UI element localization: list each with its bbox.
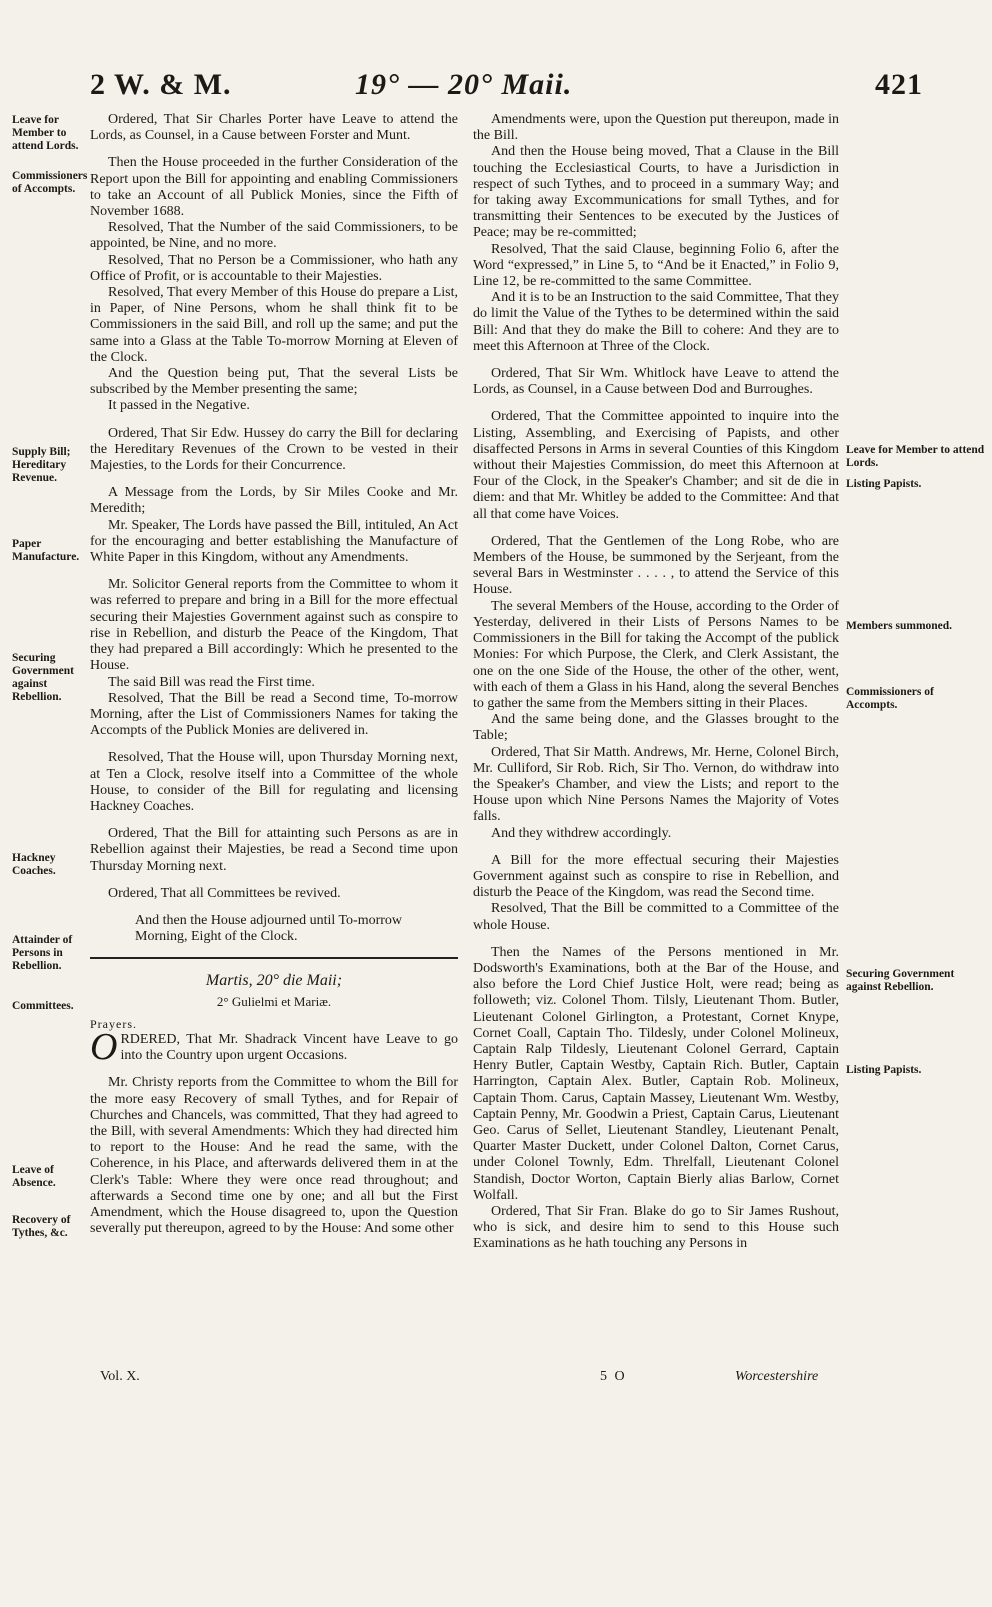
paragraph: Resolved, That the Bill be read a Second time, To-morrow Morning, after the List of Commissioners Names for taking the Accompts of the Publick Monies are delivered in.: [90, 690, 458, 739]
margin-note: Commissioners of Accompts.: [846, 686, 934, 711]
page-header: [0, 68, 992, 112]
volume-marker: Vol. X.: [100, 1369, 140, 1384]
paragraph: Ordered, That the Bill for attainting such Persons as are in Rebellion against their Majesties, be read a Second time upon Thursday Morning next.: [90, 826, 458, 874]
regnal-year: 2 W. & M.: [90, 68, 232, 101]
right-column: [473, 112, 839, 1253]
paragraph: Resolved, That the House will, upon Thursday Morning next, at Ten a Clock, resolve itself into a Committee of the whole House, to consider of the Bill for regulating and licensing Hackney Coaches.: [90, 750, 458, 814]
paragraph: [90, 1025, 458, 1068]
paragraph: Ordered, That the Gentlemen of the Long Robe, who are Members of the House, be summoned by the Serjeant, from the several Bars in Westminster . . . . , to attend the Service of this House.: [473, 533, 839, 598]
margin-note: Committees.: [12, 1000, 74, 1012]
dateline: Martis, 20° die Maii;: [205, 972, 343, 990]
drop-cap: O: [90, 1025, 118, 1068]
margin-note: Listing Papists.: [846, 1064, 922, 1076]
paragraph: It passed in the Negative.: [108, 398, 250, 414]
margin-note: Hackney Coaches.: [12, 852, 56, 877]
paragraph: Then the Names of the Persons mentioned in Mr. Dodsworth's Examinations, both at the Bar of the House, and also before the Lord Chief Justice Holt, were read; being as followeth; viz. Colonel Thom. Tilsly, Lieutenant Thom. Butler, Lieutenant Colonel Girlington, a Protestant, Cornet Knype, Cornet Coall, Captain Tho. Tildesly, under Colonel Molineux, Captain Ralp Tildesly, Lieutenant Colonel Gerrard, Captain Henry Butler, Captain Westby, Captain Rich. Butler, Captain Harrington, Captain Alex. Butler, Captain Rob. Molineux, Captain Thom. Carus, Captain Massey, Lieutenant Wm. Westby, Captain Penny, Mr. Goodwin a Priest, Captain Carus, Lieutenant Geo. Carus of Sellet, Lieutenant Standley, Lieutenant Penalt, Quarter Master Duckett, under Colonel Dalton, Cornet Carus, under Colonel Townly, Edm. Threlfall, Lieutenant Colonel Standish, Doctor Worton, Captain Bierly alias Barlow, Cornet Wolfall.: [473, 944, 839, 1203]
paragraph: The several Members of the House, according to the Order of Yesterday, delivered in their Lists of Persons Names to be Commissioners in the Bill for taking the Accompt of the publick Monies: For which Purpose, the Clerk, and Clerk Assistant, the one on the one Side of the House, the other of the other, went, with each of them a Glass in his Hand, along the several Benches to gather the same from the Members sitting in their Places.: [473, 598, 839, 711]
paragraph: Resolved, That the Bill be committed to a Committee of the whole House.: [473, 901, 839, 933]
paragraph: Resolved, That the said Clause, beginning Folio 6, after the Word “expressed,” in Line 5, to “And be it Enacted,” in Folio 9, Line 12, be re-committed to the same Committee.: [473, 241, 839, 290]
paragraph: And the same being done, and the Glasses brought to the Table;: [473, 712, 839, 744]
regnal-line: 2° Gulielmi et Mariæ.: [216, 993, 332, 1009]
paragraph: Mr. Christy reports from the Committee to whom the Bill for the more easy Recovery of small Tythes, and for Repair of Churches and Chancels, was committed, That they had agreed to the Bill, with several Amendments: Which they had directed him to report to the House: And he read the same, with the Coherence, in his Place, and afterwards delivered them in at the Clerk's Table: Where they were once read throughout; and afterwards a Second time one by one; and all but the First Amendment, which the House disagreed to, upon the Question severally put thereupon, agreed to by the House: And some other: [90, 1075, 458, 1237]
margin-note: Attainder of Persons in Rebellion.: [12, 934, 73, 972]
paragraph: Mr. Solicitor General reports from the Committee to whom it was referred to prepare and bring in a Bill for the more effectual securing their Majesties Government against such as conspire to rise in Rebellion, and disturb the Peace of the Kingdom, That they had prepared a Bill accordingly: Which he presented to the House.: [90, 577, 458, 674]
paragraph: And they withdrew accordingly.: [491, 825, 672, 841]
margin-note: Leave for Member to attend Lords.: [12, 114, 79, 152]
signature-mark: 5 O: [600, 1369, 627, 1384]
margin-note: Commissioners of Accompts.: [12, 170, 88, 195]
left-column: [90, 112, 458, 1237]
paragraph: Ordered, That Sir Fran. Blake do go to Sir James Rushout, who is sick, and desire him to send to this House such Examinations as he hath touching any Persons in: [473, 1204, 839, 1252]
paragraph: Resolved, That the Number of the said Commissioners, to be appointed, be Nine, and no more.: [90, 220, 458, 252]
paragraph: The said Bill was read the First time.: [108, 674, 315, 690]
margin-note: Listing Papists.: [846, 478, 922, 490]
page-number: 421: [875, 68, 923, 101]
margin-note: Members summoned.: [846, 620, 953, 632]
margin-note: Leave for Member to attend Lords.: [846, 444, 985, 469]
prayers-heading: Prayers.: [90, 1016, 137, 1031]
paragraph: Amendments were, upon the Question put thereupon, made in the Bill.: [473, 112, 839, 144]
paragraph: Ordered, That Sir Edw. Hussey do carry the Bill for declaring the Hereditary Revenues of the Crown to be vested in their Majesties, to the Lords for their Concurrence.: [90, 425, 458, 474]
margin-note: Supply Bill; Hereditary Revenue.: [12, 446, 71, 484]
date-heading: 19° — 20° Maii.: [355, 68, 573, 101]
paragraph: Ordered, That Sir Charles Porter have Leave to attend the Lords, as Counsel, in a Cause between Forster and Munt.: [90, 112, 458, 144]
paragraph: Resolved, That no Person be a Commissioner, who hath any Office of Profit, or is accountable to their Majesties.: [90, 252, 458, 284]
paragraph: Ordered, That Sir Matth. Andrews, Mr. Herne, Colonel Birch, Mr. Culliford, Sir Rob. Rich, Sir Tho. Vernon, do withdraw into the Speaker's Chamber, and view the Lists; and report to the House upon which Nine Persons Names the Majority of Votes falls.: [473, 744, 839, 825]
paragraph: Mr. Speaker, The Lords have passed the Bill, intituled, An Act for the encouraging and better establishing the Manufacture of White Paper in this Kingdom, without any Amendments.: [90, 517, 458, 566]
paragraph: Ordered, That Sir Wm. Whitlock have Leave to attend the Lords, as Counsel, in a Cause between Dod and Burroughes.: [473, 366, 839, 398]
paragraph: A Message from the Lords, by Sir Miles Cooke and Mr. Meredith;: [90, 485, 458, 517]
paragraph: And the Question being put, That the several Lists be subscribed by the Member presenting the same;: [90, 366, 458, 398]
catchword: Worcestershire: [735, 1369, 819, 1384]
paragraph: Ordered, That the Committee appointed to inquire into the Listing, Assembling, and Exercising of Papists, and other disaffected Persons in Arms in several Counties of this Kingdom without their Majesties Commission, do meet this Afternoon at Four of the Clock, in the Speaker's Chamber; and sit de die in diem: and that Mr. Whitley be added to the Committee: And that all that come have Voices.: [473, 409, 839, 522]
paragraph: Resolved, That every Member of this House do prepare a List, in Paper, of Nine Persons, whom he shall think fit to be Commissioners in the said Bill, and roll up the same; and put the same into a Glass at the Table To-morrow Morning at Eleven of the Clock.: [90, 285, 458, 365]
margin-note: Recovery of Tythes, &c.: [12, 1214, 71, 1239]
margin-note: Securing Government against Rebellion.: [846, 968, 955, 993]
paragraph: Then the House proceeded in the further Consideration of the Report upon the Bill for appointing and enabling Commissioners to take an Account of all Publick Monies, since the Fifth of November 1688.: [90, 155, 458, 220]
margin-note: Securing Government against Rebellion.: [12, 652, 74, 703]
section-divider: [90, 957, 458, 959]
paragraph: Ordered, That all Committees be revived.: [108, 885, 341, 901]
paragraph-text: RDERED, That Mr. Shadrack Vincent have Leave to go into the Country upon urgent Occasions.: [120, 1031, 458, 1064]
margin-note: Leave of Absence.: [12, 1164, 56, 1189]
adjournment: And then the House adjourned until To-morrow Morning, Eight of the Clock.: [135, 912, 403, 945]
paragraph: A Bill for the more effectual securing their Majesties Government against such as conspire to rise in Rebellion, and disturb the Peace of the Kingdom, was read the Second time.: [473, 852, 839, 901]
paragraph: And then the House being moved, That a Clause in the Bill touching the Ecclesiastical Courts, to have a Jurisdiction in respect of such Tythes, and to proceed in a summary Way; and for taking away Excommunications for small Tythes, and for transmitting their Sentences to be executed by the Justices of Peace; may be re-committed;: [473, 144, 839, 241]
margin-note: Paper Manufacture.: [12, 538, 80, 563]
paragraph: And it is to be an Instruction to the said Committee, That they do limit the Value of the Tythes to be determined within the said Bill: And that they do make the Bill to cohere: And they are to meet this Afternoon at Three of the Clock.: [473, 290, 839, 354]
